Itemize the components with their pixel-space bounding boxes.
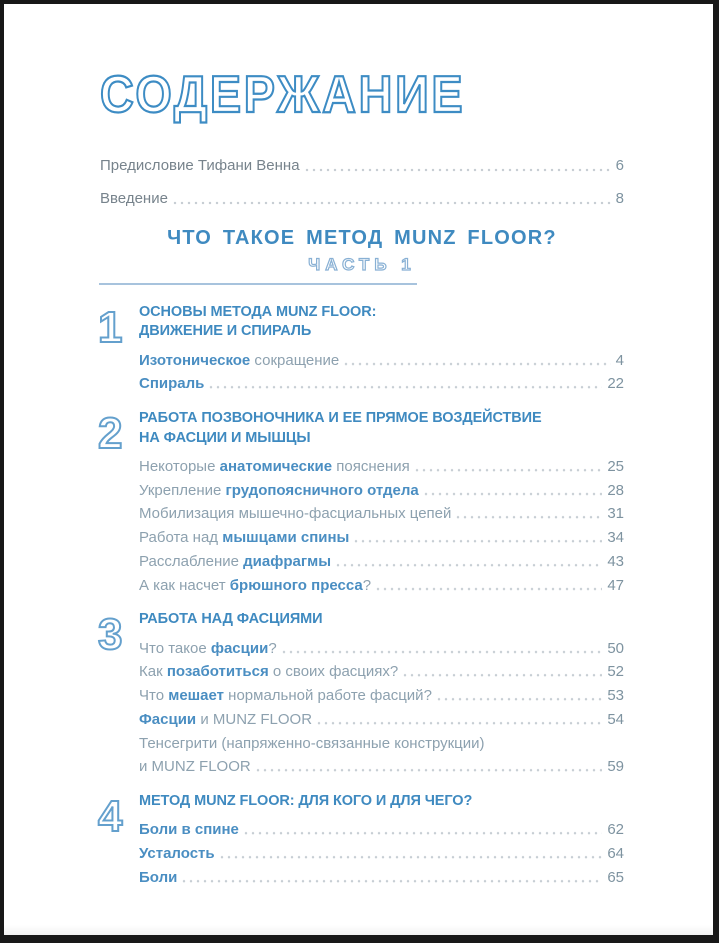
dotted-leader [208,372,602,396]
toc-row [139,708,624,732]
dotted-leader [281,637,603,661]
toc-row [139,660,624,684]
page-number: 62 [607,821,624,839]
page-number: 8 [615,189,624,207]
chapter-items [139,455,624,597]
chapter-block [100,303,624,396]
page-number: 6 [615,156,624,174]
dotted-leader [243,818,602,842]
toc-entry-label: Мобилизация мышечно-фасциальных цепей [139,505,452,523]
toc-entry-label: Что такое фасции? [139,639,277,657]
toc-row [139,526,624,550]
dotted-leader [219,842,603,866]
page-number: 65 [607,868,624,886]
toc-entry-label: Работа над мышцами спины [139,529,350,547]
toc-entry-label: Введение [100,189,168,207]
page-number: 43 [607,552,624,570]
toc-entry-wrapped-line: Тенсегрити (напряженно-связанные конструкции) [139,734,485,752]
chapter-block [100,610,624,779]
part-divider-line [99,283,417,285]
toc-entry-label: Боли в спине [139,821,239,839]
toc-row [100,149,624,182]
page-number: 64 [607,845,624,863]
chapter-number: 2 [98,409,123,458]
toc-row [100,182,624,215]
chapter-title: МЕТОД MUNZ FLOOR: ДЛЯ КОГО И ДЛЯ ЧЕГО? [139,792,473,809]
toc-entry-label: Что мешает нормальной работе фасций? [139,687,432,705]
part-header [100,227,624,275]
toc-entry-label: Некоторые анатомические пояснения [139,458,410,475]
toc-row [139,502,624,526]
dotted-leader [423,479,603,503]
page-number: 31 [607,505,624,523]
toc-row [139,637,624,661]
page-number: 4 [615,351,624,369]
page-number: 34 [607,529,624,547]
toc-row [139,684,624,708]
page-number: 28 [607,481,624,499]
toc-entry-label: Усталость [139,845,215,863]
chapter-items [139,349,624,396]
chapter-items [139,637,624,779]
chapter-title: РАБОТА ПОЗВОНОЧНИКА И ЕЕ ПРЯМОЕ ВОЗДЕЙСТВИЕ НА ФАСЦИИ И МЫШЦЫ [139,410,542,446]
dotted-leader [316,708,602,732]
toc-row [139,818,624,842]
chapter-list [100,303,624,890]
page-number: 22 [607,375,624,393]
toc-content [100,4,624,903]
chapter-block [100,409,624,597]
dotted-leader [436,684,602,708]
page-number: 25 [607,458,624,475]
page-number: 50 [607,639,624,657]
dotted-leader [172,182,611,215]
toc-entry-label: А как насчет брюшного пресса? [139,576,372,594]
page-number: 47 [607,576,624,594]
toc-row [139,866,624,890]
toc-entry-label: Изотоническое сокращение [139,351,340,369]
toc-row [139,755,624,779]
chapter-title: РАБОТА НАД ФАСЦИЯМИ [139,611,323,628]
toc-row [139,372,624,396]
toc-entry-label: Боли [139,868,178,886]
page-title: СОДЕРЖАНИЕ [100,66,466,124]
part-number-label: ЧАСТЬ 1 [308,254,416,274]
toc-entry-label: Предисловие Тифани Венна [100,156,300,174]
page-number: 53 [607,687,624,705]
chapter-number: 3 [98,610,123,660]
chapter-title: ОСНОВЫ МЕТОДА MUNZ FLOOR: ДВИЖЕНИЕ И СПИРАЛЬ [139,303,377,340]
page-number: 52 [607,663,624,681]
toc-entry-label: Укрепление грудопоясничного отдела [139,481,419,499]
chapter-number: 1 [98,302,123,352]
dotted-leader [353,526,602,550]
toc-row [139,842,624,866]
chapter-items [139,818,624,889]
toc-entry-label: Спираль [139,375,205,393]
toc-row [139,349,624,373]
toc-entry-label: Фасции и MUNZ FLOOR [139,710,313,728]
dotted-leader [455,502,602,526]
dotted-leader [375,574,602,598]
dotted-leader [402,660,602,684]
toc-row [139,574,624,598]
dotted-leader [343,349,610,373]
paper-page [4,4,713,935]
toc-row [139,479,624,503]
dotted-leader [335,550,602,574]
page-number: 59 [607,758,624,776]
chapter-number: 4 [98,791,123,841]
dotted-leader [255,755,603,779]
dotted-leader [181,866,602,890]
part-title: ЧТО ТАКОЕ МЕТОД MUNZ FLOOR? [167,226,557,249]
toc-entry-label: Расслабление диафрагмы [139,552,332,570]
toc-entry-label: Как позаботиться о своих фасциях? [139,663,399,681]
toc-row [139,455,624,479]
toc-entry-label: и MUNZ FLOOR [139,758,251,776]
dotted-leader [414,455,603,479]
front-matter-list [100,149,624,215]
chapter-block [100,792,624,890]
toc-row [139,550,624,574]
page-number: 54 [607,710,624,728]
dotted-leader [304,149,611,182]
